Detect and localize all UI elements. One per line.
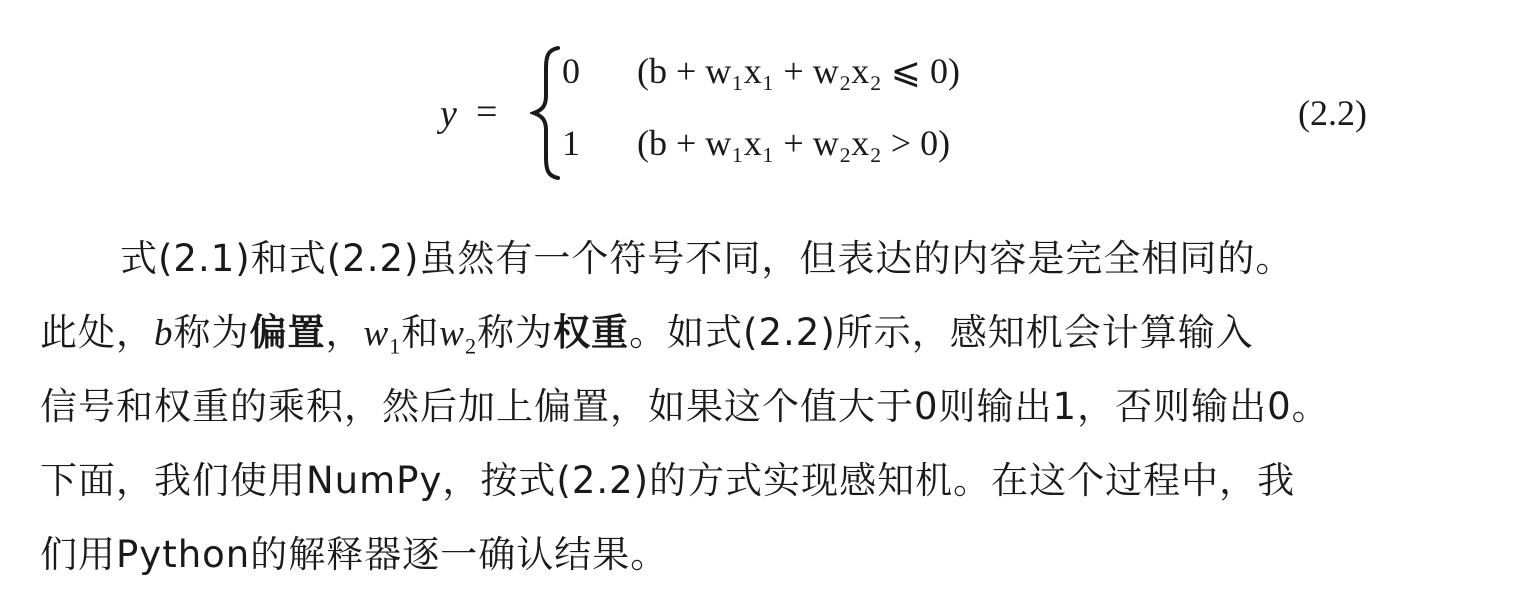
- case-value: 1: [562, 123, 580, 163]
- math-w: w: [363, 313, 390, 354]
- text-run: 。如式(2.2)所示，感知机会计算输入: [629, 311, 1254, 354]
- text-run: ，: [325, 311, 364, 354]
- equation-number: (2.2): [1298, 93, 1367, 133]
- text-run: 称为: [173, 311, 250, 354]
- paragraph-line: 信号和权重的乘积，然后加上偏置，如果这个值大于0则输出1，否则输出0。: [40, 385, 1330, 428]
- case-row: [562, 122, 950, 166]
- case-condition: (b + w₁x₁ + w₂x₂ > 0): [637, 123, 951, 163]
- math-b: b: [154, 313, 174, 354]
- math-w1: [363, 313, 402, 359]
- left-brace-icon: [530, 44, 562, 182]
- term-weight: 权重: [553, 311, 630, 354]
- text-run: 和: [401, 311, 440, 354]
- equation-lhs: y: [440, 93, 457, 135]
- body-paragraph: [40, 222, 1400, 592]
- equation-block: [440, 44, 1080, 184]
- equals-sign: =: [476, 91, 498, 133]
- math-w2: [439, 313, 478, 359]
- paragraph-line: 式(2.1)和式(2.2)虽然有一个符号不同，但表达的内容是完全相同的。: [120, 237, 1294, 280]
- math-w: w: [439, 313, 465, 354]
- math-subscript: 1: [389, 333, 402, 359]
- paragraph-line: 下面，我们使用NumPy，按式(2.2)的方式实现感知机。在这个过程中，我: [40, 459, 1296, 502]
- case-value: 0: [562, 51, 580, 91]
- case-row: [562, 50, 960, 94]
- text-run: 称为: [477, 311, 554, 354]
- text-run: 此处，: [40, 311, 154, 354]
- paragraph-line: [40, 296, 1400, 370]
- math-subscript: 2: [464, 333, 478, 359]
- case-condition: (b + w₁x₁ + w₂x₂ ⩽ 0): [637, 51, 960, 91]
- paragraph-line: 们用Python的解释器逐一确认结果。: [40, 533, 669, 576]
- term-bias: 偏置: [249, 311, 326, 354]
